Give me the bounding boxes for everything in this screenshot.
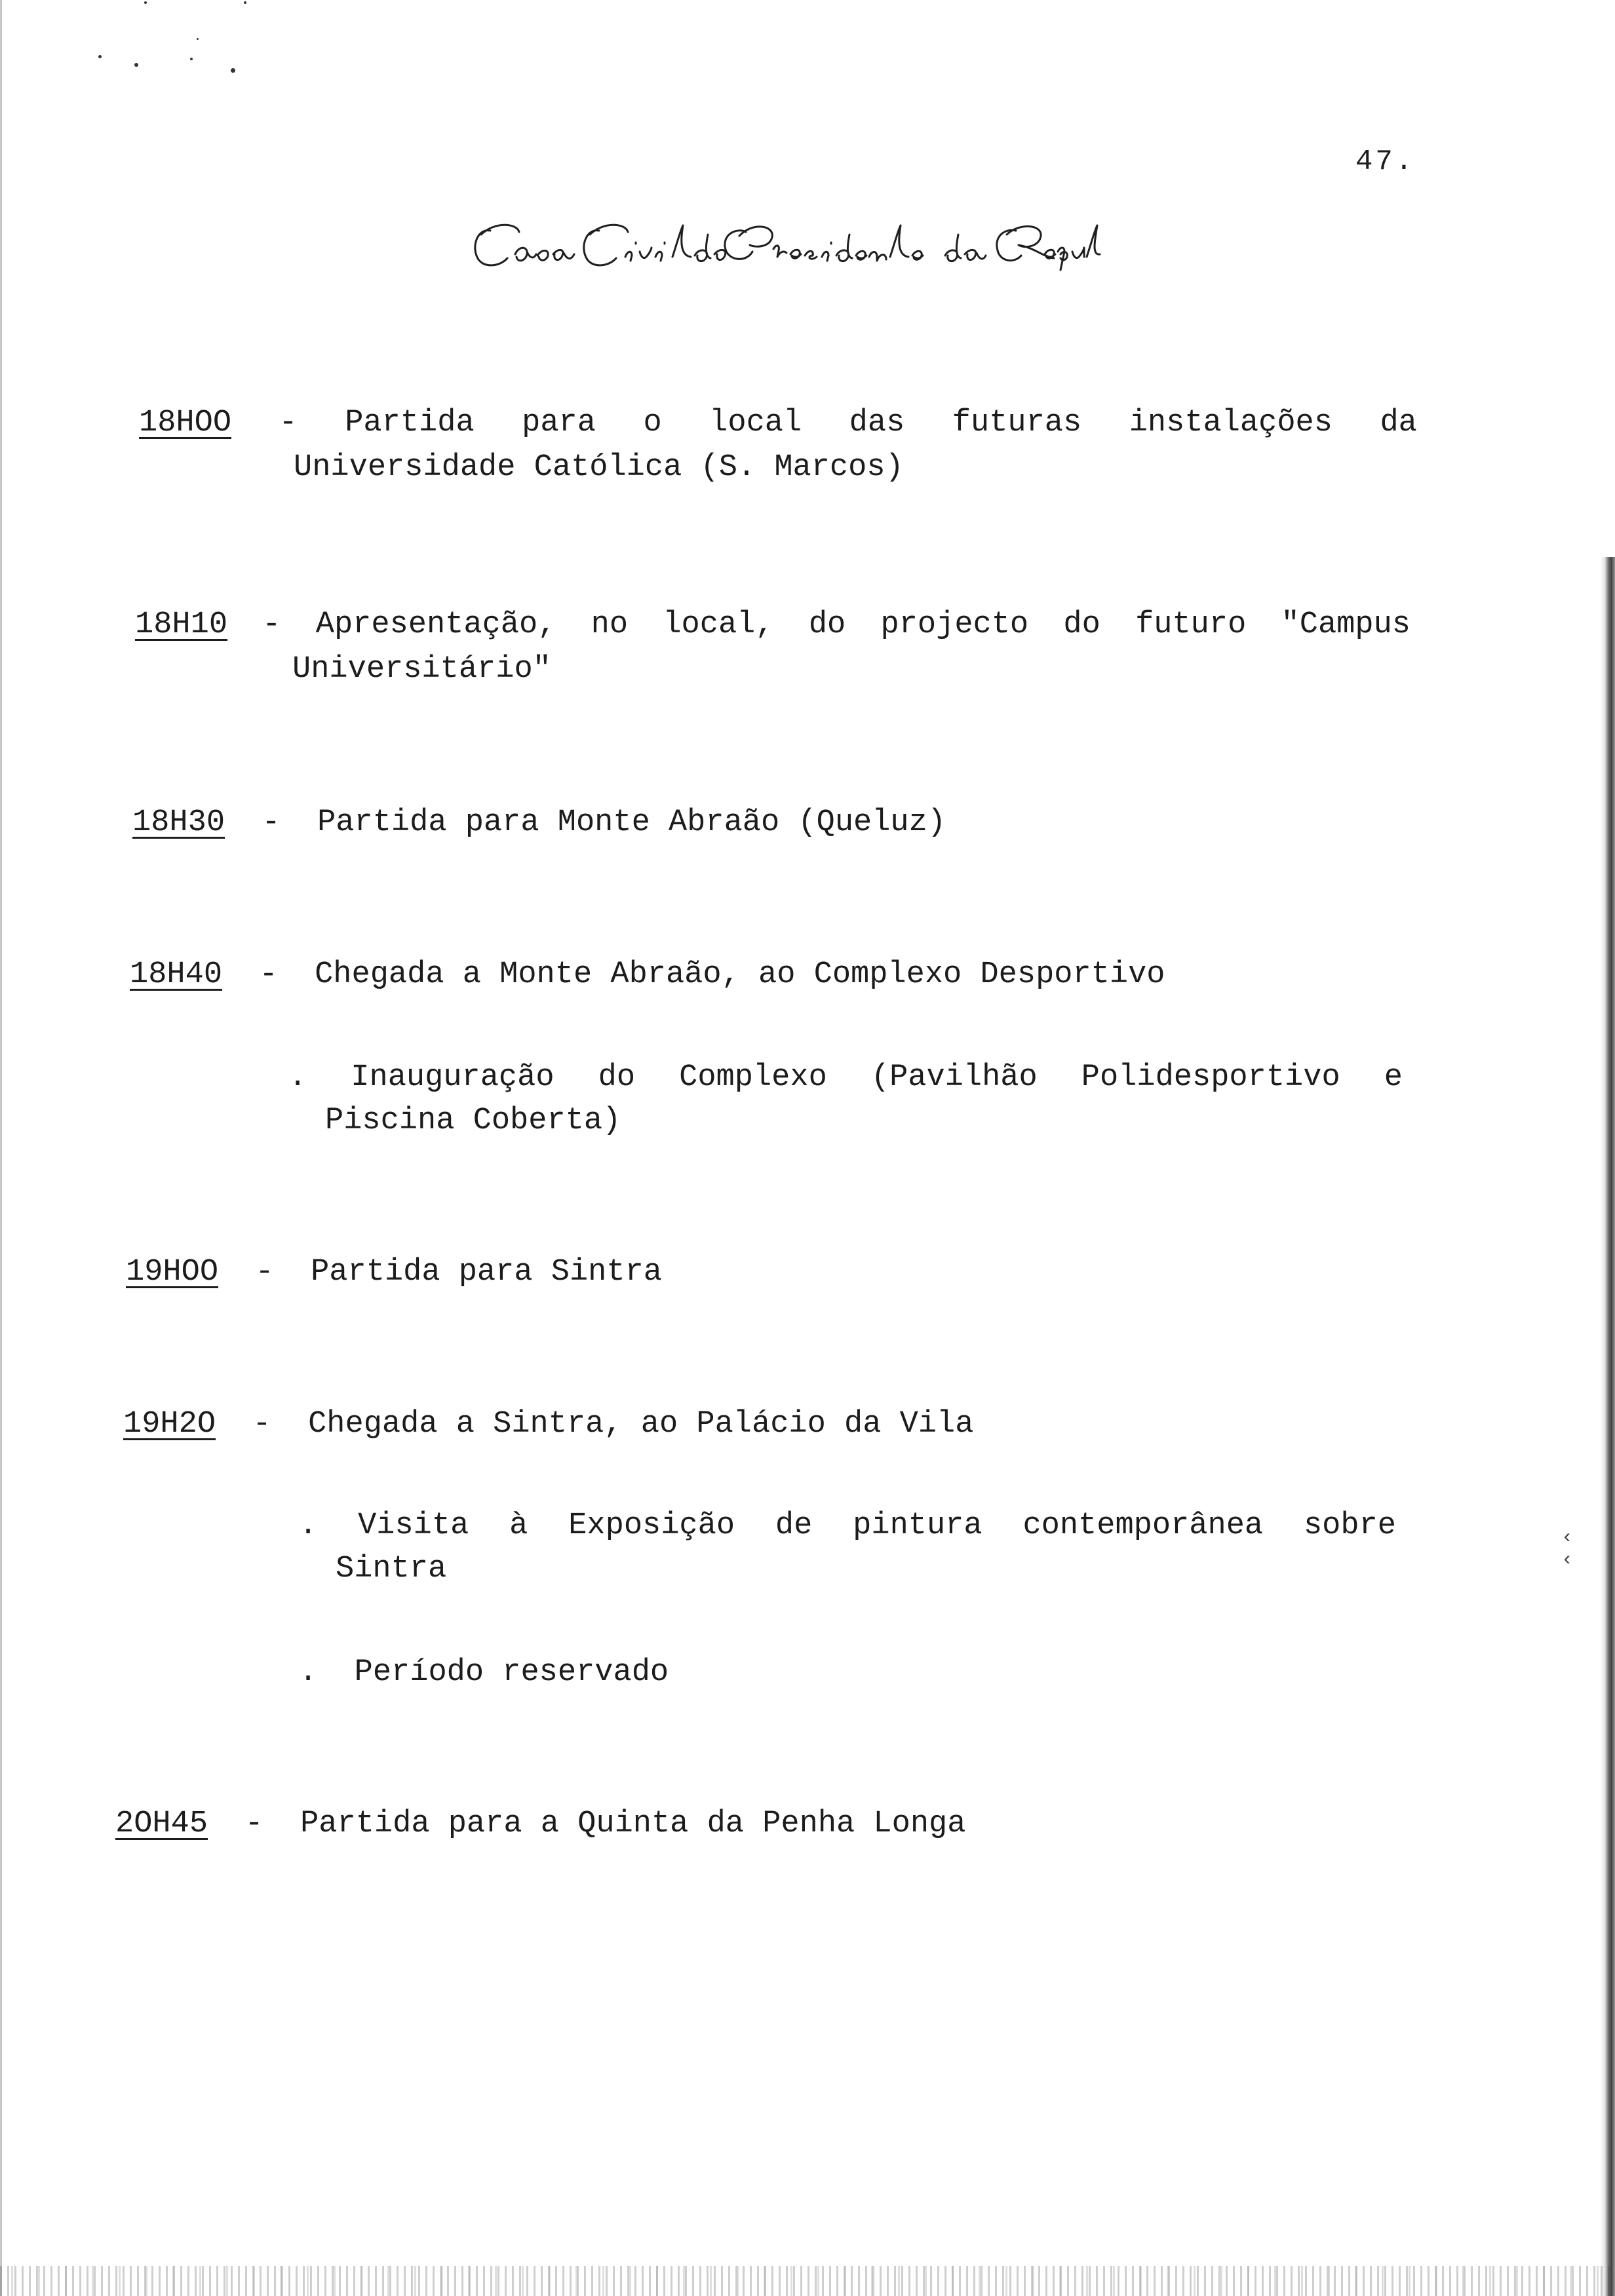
- letterhead-script: [464, 208, 1106, 280]
- entry-dash: -: [241, 957, 296, 992]
- sub-item-word: Complexo: [679, 1060, 827, 1095]
- entry-dash: -: [234, 1407, 290, 1442]
- sub-item-continuation: Piscina Coberta): [325, 1103, 621, 1138]
- entry-word: do: [1063, 607, 1100, 642]
- sub-item-word: contemporânea: [1022, 1508, 1264, 1543]
- sub-item-first-line: [299, 1504, 1396, 1548]
- schedule-entry: [130, 953, 1165, 997]
- sub-item-word: de: [775, 1508, 813, 1543]
- entry-word: local: [709, 406, 802, 440]
- schedule-entry: [123, 1402, 973, 1447]
- schedule-entry: [135, 603, 1411, 692]
- sub-item-text: Período reservado: [354, 1655, 669, 1690]
- scan-bottom-noise: [0, 2266, 1615, 2296]
- sub-item: [299, 1504, 1396, 1591]
- entry-word: da: [1380, 406, 1417, 440]
- schedule-entry: [115, 1802, 965, 1846]
- entry-text: Partida para Sintra: [311, 1255, 662, 1290]
- sub-item-word: sobre: [1303, 1508, 1396, 1543]
- entry-dash: -: [243, 805, 299, 840]
- entry-word: Apresentação,: [315, 607, 556, 642]
- sub-item: [299, 1651, 669, 1694]
- scan-left-edge: [0, 0, 2, 2296]
- entry-time: 19HOO: [126, 1255, 219, 1290]
- schedule-entry: [126, 1250, 662, 1295]
- entry-continuation: Universidade Católica (S. Marcos): [294, 450, 904, 485]
- entry-word: futuro: [1135, 607, 1247, 642]
- entry-word: o: [643, 406, 662, 440]
- bullet-dot: .: [299, 1655, 336, 1690]
- sub-item-word: Inauguração: [351, 1060, 555, 1095]
- entry-word: para: [522, 406, 596, 440]
- sub-item-word: Visita: [358, 1508, 469, 1543]
- page-number: 47.: [1355, 145, 1416, 178]
- scan-right-edge: [1601, 557, 1615, 2296]
- sub-item-word: Exposição: [568, 1508, 735, 1543]
- sub-item-word: à: [509, 1508, 528, 1543]
- entry-word: no: [591, 607, 629, 642]
- entry-word: futuras: [952, 406, 1082, 440]
- entry-dash: -: [237, 1255, 292, 1290]
- entry-word: local,: [663, 607, 774, 642]
- sub-item-first-line: [288, 1056, 1403, 1100]
- entry-time: 18H30: [132, 805, 225, 840]
- entry-time: 2OH45: [115, 1807, 208, 1841]
- entry-dash: -: [226, 1807, 282, 1841]
- sub-item-word: pintura: [853, 1508, 983, 1543]
- bullet-dot: .: [299, 1508, 318, 1543]
- schedule-entry: [132, 801, 946, 845]
- entry-word: do: [808, 607, 846, 642]
- entry-time: 18H10: [135, 607, 228, 642]
- entry-word: "Campus: [1281, 607, 1411, 642]
- entry-time: 18H40: [130, 957, 223, 992]
- entry-text: Partida para Monte Abraão (Queluz): [317, 805, 946, 840]
- sub-item-word: (Pavilhão: [870, 1060, 1038, 1095]
- entry-text: Chegada a Sintra, ao Palácio da Vila: [308, 1407, 974, 1442]
- entry-first-line: [139, 401, 1417, 446]
- bullet-dot: .: [288, 1060, 307, 1095]
- entry-time: 19H2O: [123, 1407, 216, 1442]
- sub-item-word: e: [1384, 1060, 1403, 1095]
- entry-dash: -: [279, 406, 298, 440]
- sub-item-word: Polidesportivo: [1081, 1060, 1340, 1095]
- entry-continuation: Universitário": [292, 652, 551, 687]
- entry-text: Partida para a Quinta da Penha Longa: [300, 1807, 966, 1841]
- entry-dash: -: [262, 607, 281, 642]
- entry-first-line: [135, 603, 1411, 647]
- schedule-entry: [139, 401, 1417, 490]
- entry-time: 18HOO: [139, 406, 232, 440]
- entry-word: instalações: [1129, 406, 1333, 440]
- entry-word: Partida: [345, 406, 475, 440]
- entry-word: projecto: [880, 607, 1029, 642]
- margin-mark: ‹ ‹: [1561, 1527, 1574, 1571]
- entry-word: das: [849, 406, 905, 440]
- sub-item-word: do: [598, 1060, 636, 1095]
- entry-text: Chegada a Monte Abraão, ao Complexo Desportivo: [315, 957, 1165, 992]
- sub-item-continuation: Sintra: [336, 1552, 447, 1586]
- sub-item: [288, 1056, 1403, 1143]
